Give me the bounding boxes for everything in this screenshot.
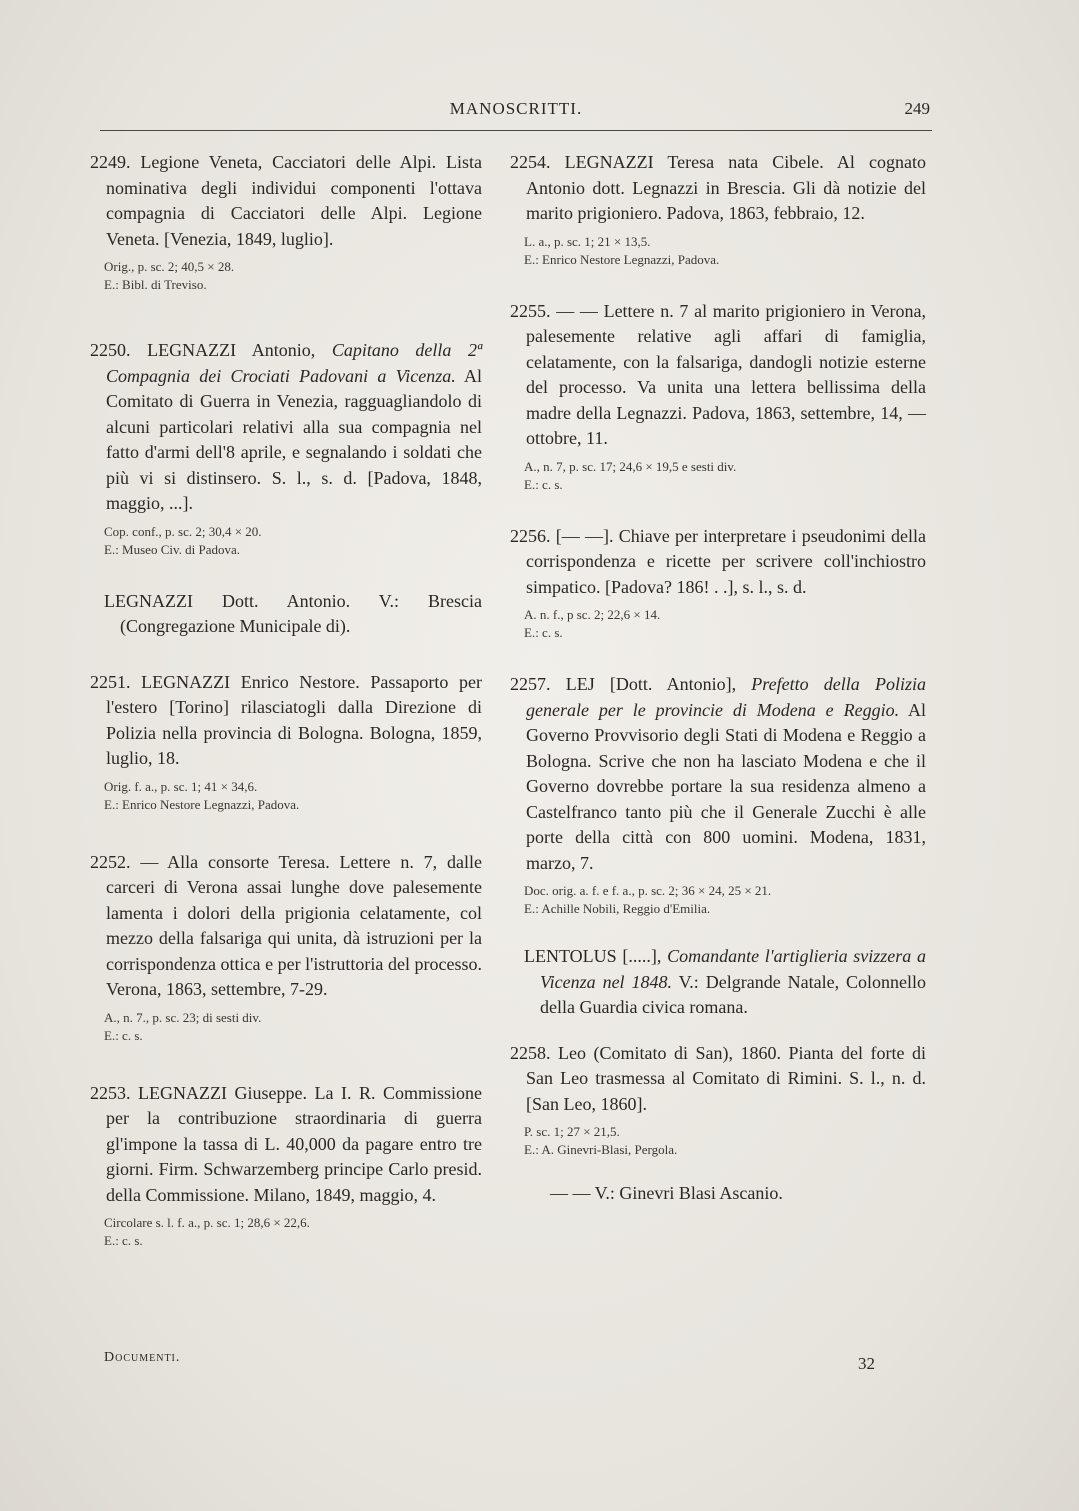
entry-text: 2253. LEGNAZZI Giuseppe. La I. R. Commissione per la contribuzione straordinaria di guerra gl'impone la tassa di L. 40,000 da pagare entro tre giorni. Firm. Schwarzemberg principe Carlo presid. della Commissione. Milano, 1849, maggio, 4. [90,1082,482,1205]
entry-owner: E.: Achille Nobili, Reggio d'Emilia. [524,901,711,916]
entry-2252 [90,850,482,1045]
entry-physical: L. a., p. sc. 1; 21 × 13,5. [524,233,651,249]
entry-meta [510,1123,926,1159]
entry-body: Al Governo Provvisorio degli Stati di Modena e Reggio a Bologna. Scrive che non ha lasciato Modena e che il Governo dovrebbe portare la sua residenza almeno a Castelfranco tanto più che il Generale Zucchi è alle porte della città con 800 uomini. Modena, 1831, marzo, 7. [526,699,926,873]
entry-title-italic: Capitano della 2ª Compagnia dei Crociati Padovani a Vicenza. [106,340,482,386]
entry-text: 2255. — — Lettere n. 7 al marito prigioniero in Verona, palesemente relative agli affari di famiglia, celatamente, con la falsariga, dandogli notizie esterne del processo. Va unita una lettera bellissima della madre della Legnazzi. Padova, 1863, settembre, 14, — ottobre, 11. [510,300,926,448]
running-title: MANOSCRITTI. [449,99,583,118]
entry-meta [90,258,482,294]
entry-body: Al Comitato di Guerra in Venezia, ragguagliandolo di alcuni particolari relativi alla sua compagnia nel fatto d'armi dell'8 aprile, e segnalando i soldati che più vi si distinsero. S. l., s. d. [Padova, 1848, maggio, ...]. [106,365,482,513]
entry-meta [510,458,926,494]
header-rule [100,130,932,131]
entry-2251 [90,670,482,814]
entry-lead: 2250. LEGNAZZI Antonio, [90,340,316,360]
cross-reference-ginevri: — — V.: Ginevri Blasi Ascanio. [550,1183,783,1203]
entry-owner: E.: c. s. [524,625,563,640]
entry-owner: E.: c. s. [104,1027,143,1043]
entry-text: 2256. [— —]. Chiave per interpretare i pseudonimi della corrispondenza e ricette per scrivere coll'inchiostro simpatico. [Padova? 186! . .], s. l., s. d. [510,525,926,597]
entry-text: 2258. Leo (Comitato di San), 1860. Pianta del forte di San Leo trasmessa al Comitato di Rimini. S. l., n. d. [San Leo, 1860]. [510,1042,926,1114]
entry-2254 [510,150,926,269]
entry-physical: A., n. 7, p. sc. 17; 24,6 × 19,5 e sesti div. [524,458,737,474]
entry-physical: Circolare s. l. f. a., p. sc. 1; 28,6 × 22,6. [104,1215,310,1230]
entry-text: 2251. LEGNAZZI Enrico Nestore. Passaporto per l'estero [Torino] rilasciatogli dalla Direzione di Polizia nella provincia di Bologna. Bologna, 1859, luglio, 18. [90,671,482,768]
entry-physical: Doc. orig. a. f. e f. a., p. sc. 2; 36 × 24, 25 × 21. [524,883,772,898]
signature-number: 32 [858,1354,875,1373]
cross-reference-lentolus [510,944,926,1021]
cross-reference-legnazzi: LEGNAZZI Dott. Antonio. V.: Brescia (Congregazione Municipale di). [104,590,482,636]
entry-text: 2254. LEGNAZZI Teresa nata Cibele. Al cognato Antonio dott. Legnazzi in Brescia. Gli dà notizie del marito prigioniero. Padova, 1863, febbraio, 12. [510,152,926,223]
entry-meta [510,233,926,269]
entry-2249 [90,150,482,294]
xref-title-italic: Comandante l'artiglieria svizzera a Vicenza nel 1848. [540,946,927,992]
entry-physical: Cop. conf., p. sc. 2; 30,4 × 20. [104,523,262,539]
entry-2253 [90,1081,482,1251]
entry-meta [90,1214,482,1250]
right-column [510,150,926,1207]
entry-text [90,338,482,517]
entry-owner: E.: A. Ginevri-Blasi, Pergola. [524,1142,678,1157]
entry-2255 [510,299,926,494]
page-header [100,99,932,129]
entry-text: 2249. Legione Veneta, Cacciatori delle Alpi. Lista nominativa degli individui componenti l'ottava compagnia di Cacciatori delle Alpi. Legione Veneta. [Venezia, 1849, luglio]. [90,152,482,249]
xref-body: V.: Delgrande Natale, Colonnello della Guardia civica romana. [540,971,926,1017]
signature-mark-left: Documenti. [104,1350,181,1365]
entry-meta [90,523,482,559]
page-number: 249 [904,99,930,118]
entry-meta [90,1009,482,1045]
entry-physical: A. n. f., p sc. 2; 22,6 × 14. [524,607,661,622]
entry-title-italic: Prefetto della Polizia generale per le provincie di Modena e Reggio. [526,674,927,720]
xref-lead: LENTOLUS [.....], [524,946,662,966]
entry-text [510,672,926,876]
entry-owner: E.: Bibl. di Treviso. [104,277,207,292]
left-column [90,150,482,1250]
entry-owner: E.: Museo Civ. di Padova. [104,541,241,557]
entry-2256 [510,524,926,643]
entry-owner: E.: c. s. [104,1233,143,1248]
entry-meta [510,606,926,642]
entry-meta [510,882,926,918]
entry-meta [90,778,482,814]
entry-owner: E.: Enrico Nestore Legnazzi, Padova. [104,796,300,812]
entry-physical: Orig. f. a., p. sc. 1; 41 × 34,6. [104,778,258,794]
entry-physical: P. sc. 1; 27 × 21,5. [524,1124,620,1139]
entry-owner: E.: Enrico Nestore Legnazzi, Padova. [524,251,720,267]
entry-2250 [90,338,482,559]
entry-text: 2252. — Alla consorte Teresa. Lettere n. 7, dalle carceri di Verona assai lunghe dove palesemente lamenta i dolori della prigionia celatamente, col mezzo della falsariga qui unita, dà istruzioni per la corrispondenza ottica e per l'istruttoria del processo. Verona, 1863, settembre, 7-29. [90,851,482,999]
entry-2257 [510,672,926,918]
entry-2258 [510,1041,926,1160]
entry-physical: Orig., p. sc. 2; 40,5 × 28. [104,259,235,274]
entry-lead: 2257. LEJ [Dott. Antonio], [510,674,737,694]
entry-owner: E.: c. s. [524,476,563,492]
entry-physical: A., n. 7., p. sc. 23; di sesti div. [104,1009,262,1025]
